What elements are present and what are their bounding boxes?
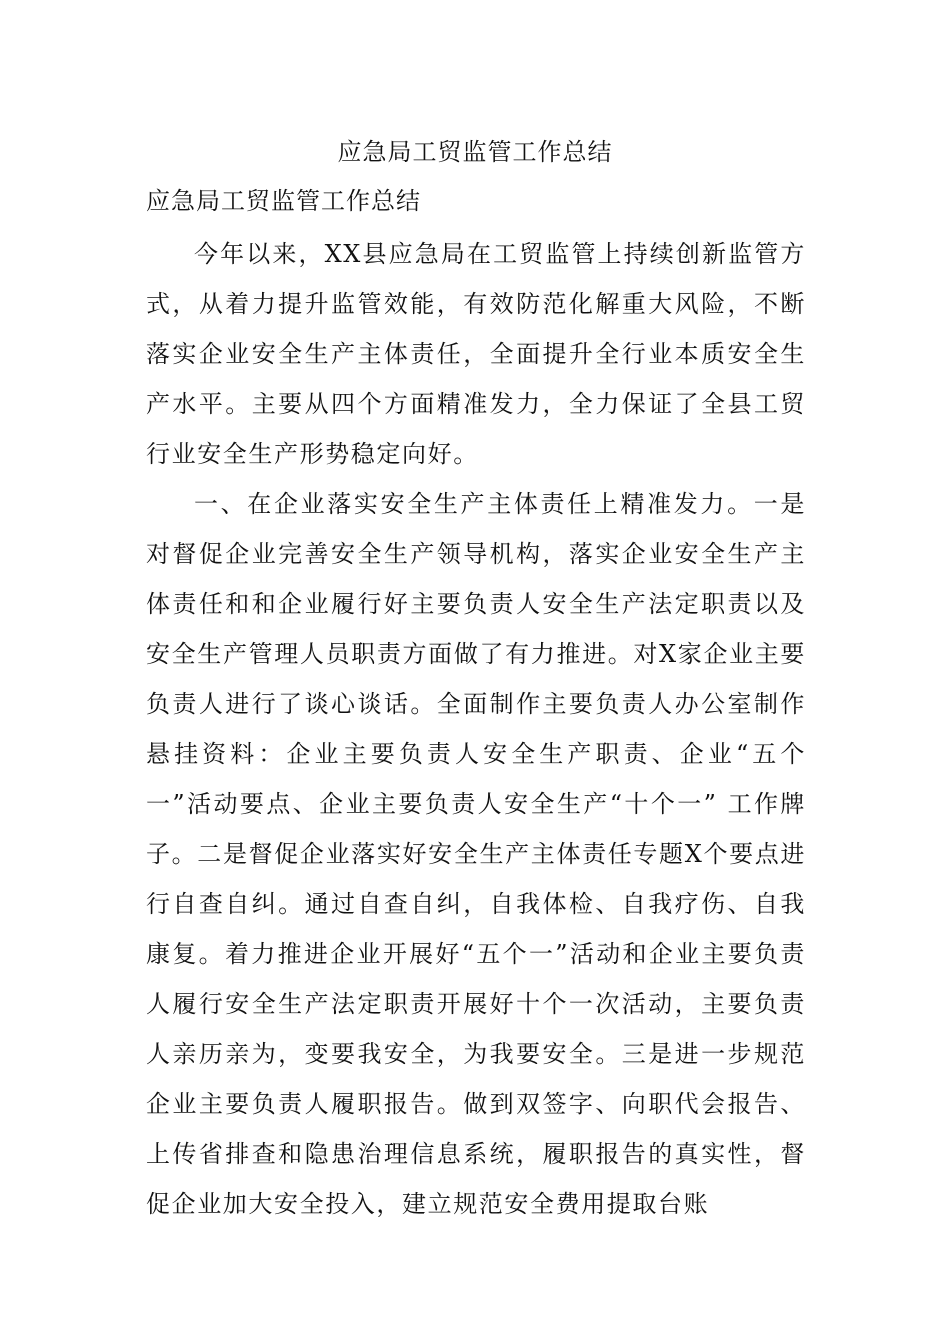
document-body bbox=[146, 229, 806, 1229]
document-title: 应急局工贸监管工作总结 bbox=[337, 138, 613, 166]
paragraph-section-one: 一、在企业落实安全生产主体责任上精准发力。一是对督促企业完善安全生产领导机构，落实企业安全生产主体责任和和企业履行好主要负责人安全生产法定职责以及安全生产管理人员职责方面做了有力推进。对X家企业主要负责人进行了谈心谈话。全面制作主要负责人办公室制作悬挂资料：企业主要负责人安全生产职责、企业“五个一”活动要点、企业主要负责人安全生产“十个一” 工作牌子。二是督促企业落实好安全生产主体责任专题X个要点进行自查自纠。通过自查自纠，自我体检、自我疗伤、自我康复。着力推进企业开展好“五个一”活动和企业主要负责人履行安全生产法定职责开展好十个一次活动，主要负责人亲历亲为，变要我安全，为我要安全。三是进一步规范企业主要负责人履职报告。做到双签字、向职代会报告、上传省排查和隐患治理信息系统，履职报告的真实性，督促企业加大安全投入，建立规范安全费用提取台账 bbox=[146, 490, 806, 1218]
paragraph-intro: 今年以来，XX县应急局在工贸监管上持续创新监管方式，从着力提升监管效能，有效防范化解重大风险，不断落实企业安全生产主体责任，全面提升全行业本质安全生产水平。主要从四个方面精准发力，全力保证了全县工贸行业安全生产形势稳定向好。 bbox=[146, 240, 806, 468]
document-subtitle: 应急局工贸监管工作总结 bbox=[146, 187, 421, 215]
